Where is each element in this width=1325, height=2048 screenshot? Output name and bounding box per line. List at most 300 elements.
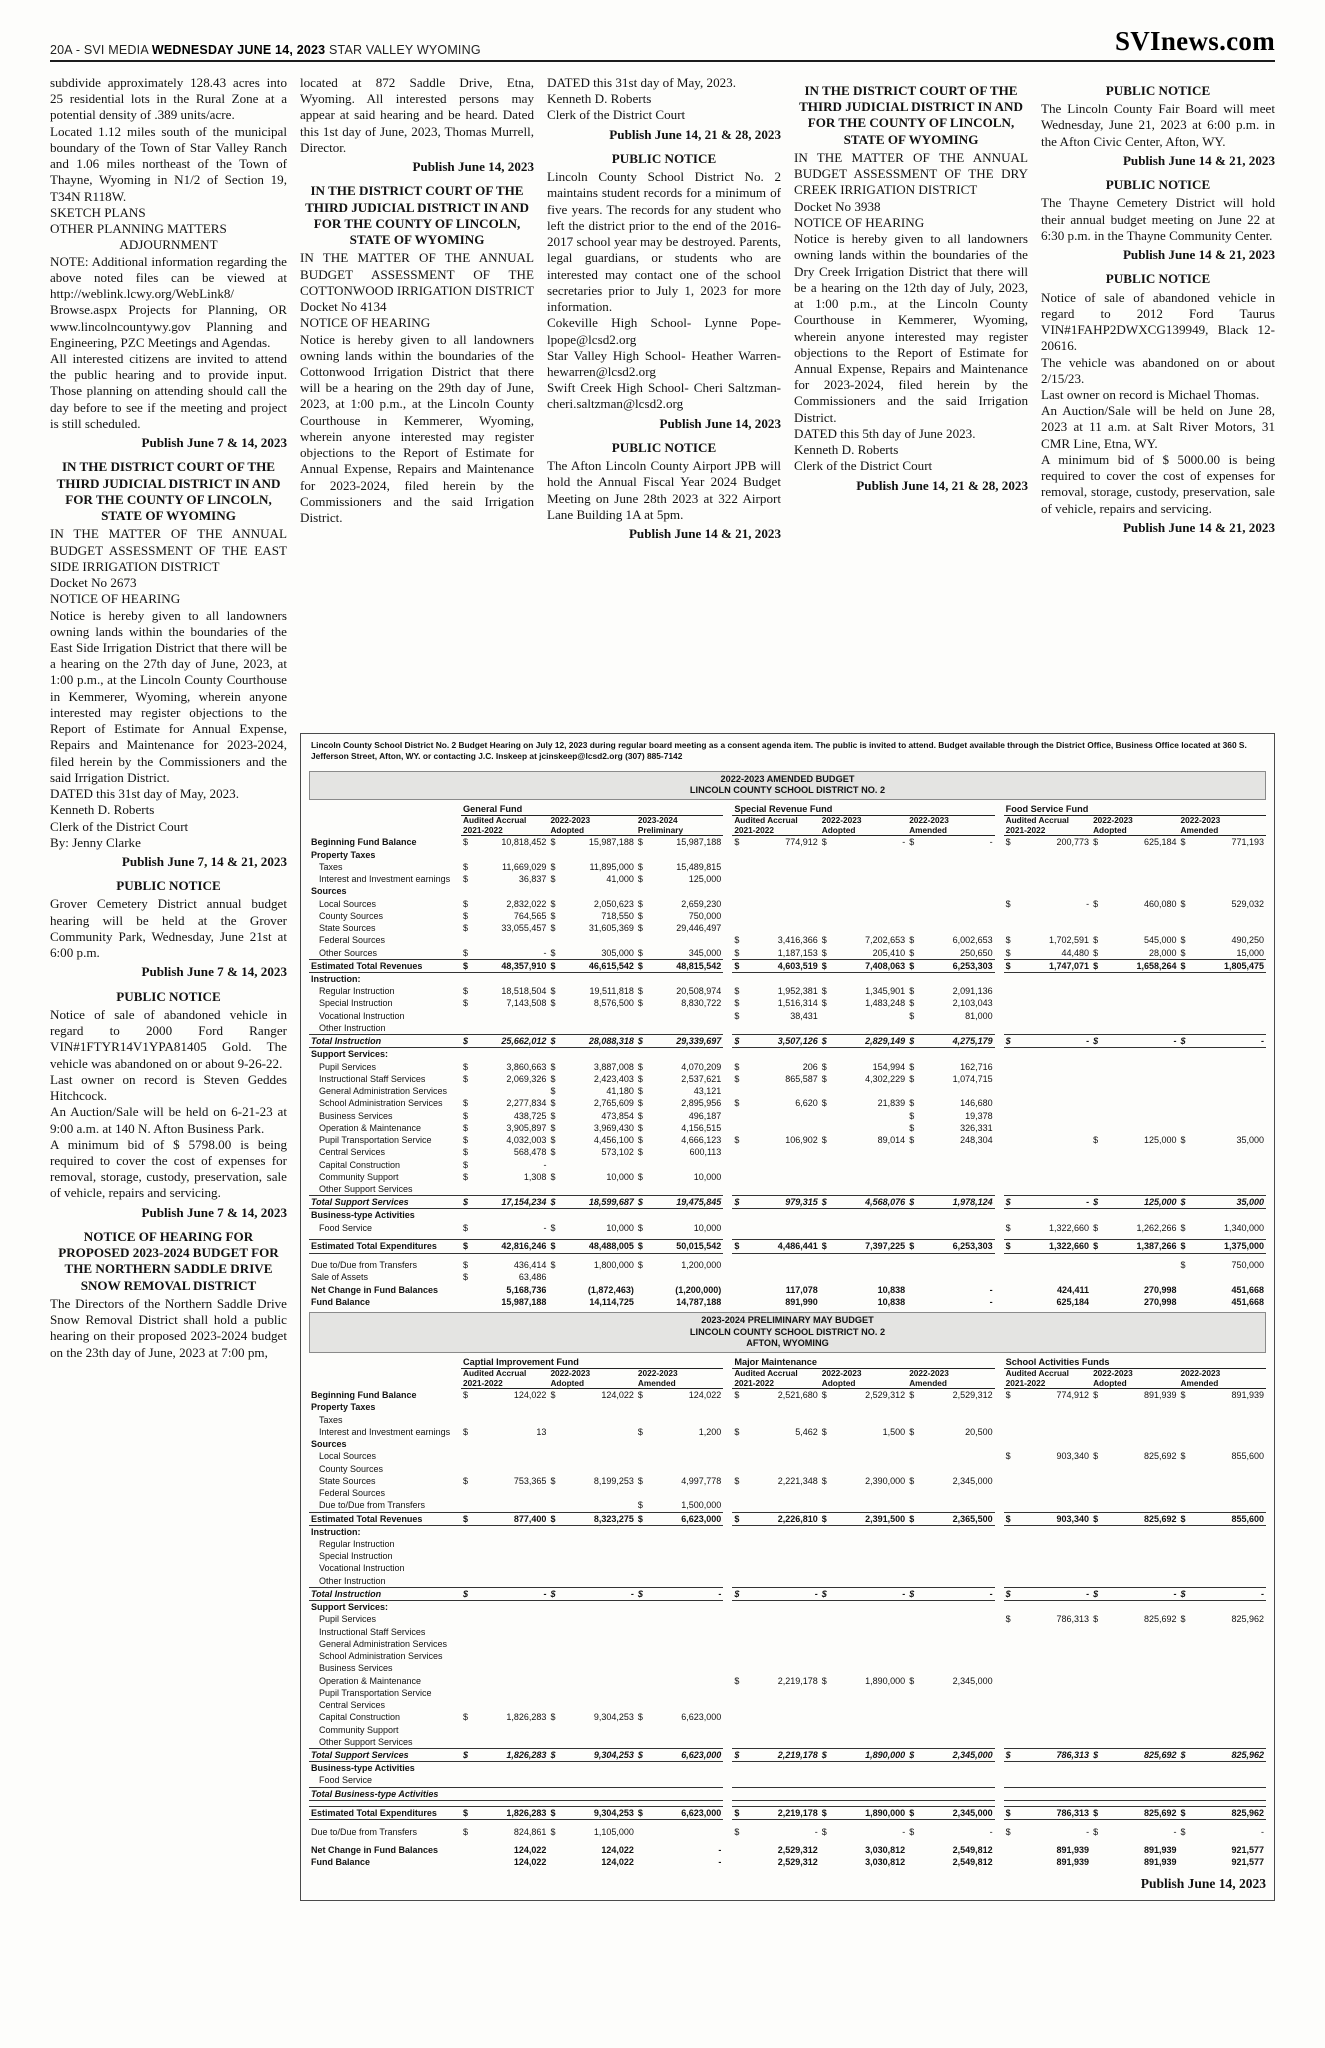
value-cell xyxy=(636,1650,723,1662)
notice-text: located at 872 Saddle Drive, Etna, Wyoming. All interested persons may appear at said hearing and be heard. Dated this 1st day of June, 2023, Thomas Murrell, Director. xyxy=(300,75,534,155)
notice-text: Notice is hereby given to all landowners owning lands within the boundaries of the East Side Irrigation District that there will be a hearing on the 27th day of June, 2023, at 1:00 p.m., at the Lincoln County Courthouse in Kemmerer, Wyoming, wherein anyone interested may register objections to the Report of Estimate for Annual Expense, Repairs and Maintenance for 2023-2024, filed herein by the Commissioners and the said Irrigation District. xyxy=(50,607,287,785)
budget-row xyxy=(309,1035,1266,1048)
notice-heading: PUBLIC NOTICE xyxy=(1105,83,1211,98)
value-cell: $ - xyxy=(463,1588,547,1599)
budget-row xyxy=(309,1724,1266,1736)
row-label: School Administration Services xyxy=(319,1098,443,1109)
value-cell xyxy=(548,1159,635,1171)
value-cell xyxy=(820,1048,907,1061)
budget-row xyxy=(309,1844,1266,1856)
row-label: Taxes xyxy=(319,1414,343,1425)
value-cell xyxy=(1004,1209,1091,1222)
value-cell: $ 718,550 xyxy=(550,910,634,921)
value-cell: $ 206 xyxy=(734,1061,818,1072)
value-cell xyxy=(1091,1022,1178,1035)
value-cell xyxy=(461,973,548,986)
notice-text: IN THE MATTER OF THE ANNUAL BUDGET ASSESSMENT OF THE COTTONWOOD IRRIGATION DISTRICT xyxy=(300,250,534,298)
value-cell: $ - xyxy=(1005,1197,1090,1208)
value-cell: $ 63,486 xyxy=(463,1272,547,1283)
budget-row xyxy=(309,1159,1266,1171)
value-cell: $ 436,414 xyxy=(463,1260,547,1271)
budget-row xyxy=(309,1626,1266,1638)
value-cell xyxy=(461,1438,548,1450)
value-cell: - xyxy=(989,1296,993,1307)
column-header: 2022-2023 Amended xyxy=(907,816,994,836)
fund-header: General Fund xyxy=(461,803,723,816)
value-cell xyxy=(1179,1122,1267,1134)
value-cell xyxy=(1091,1736,1178,1749)
value-cell xyxy=(461,1662,548,1674)
value-cell: $ 2,765,609 xyxy=(550,1098,634,1109)
budget-table xyxy=(309,1356,1266,1869)
value-cell: $ 15,987,188 xyxy=(637,837,722,848)
value-cell xyxy=(1179,873,1267,885)
row-label: County Sources xyxy=(319,910,384,921)
column-header: 2022-2023 Adopted xyxy=(820,1369,907,1389)
row-label: Instruction: xyxy=(311,1526,361,1537)
value-cell xyxy=(1004,1048,1091,1061)
value-cell xyxy=(636,1271,723,1283)
value-cell xyxy=(636,1736,723,1749)
budget-row xyxy=(309,1134,1266,1146)
value-cell xyxy=(907,1601,994,1614)
value-cell xyxy=(907,849,994,861)
value-cell xyxy=(1179,1010,1267,1022)
value-cell: $ 5,462 xyxy=(734,1426,818,1437)
value-cell: 5,168,736 xyxy=(506,1284,547,1295)
right-region xyxy=(300,75,1275,1901)
value-cell xyxy=(1091,1626,1178,1638)
value-cell xyxy=(1004,1601,1091,1614)
value-cell: $ - xyxy=(637,1588,722,1599)
value-cell: $ 4,032,003 xyxy=(463,1135,547,1146)
column-header: 2022-2023 Amended xyxy=(1179,1369,1267,1389)
value-cell: $ 6,623,000 xyxy=(637,1807,722,1818)
value-cell: $ - xyxy=(463,1222,547,1233)
value-cell xyxy=(1004,1438,1091,1450)
masthead xyxy=(50,26,1275,62)
value-cell: 2,549,812 xyxy=(952,1844,993,1855)
value-cell xyxy=(732,1171,819,1183)
value-cell xyxy=(636,1575,723,1588)
value-cell xyxy=(732,1463,819,1475)
value-cell xyxy=(907,1209,994,1222)
value-cell xyxy=(636,1525,723,1538)
notice-text: IN THE MATTER OF THE ANNUAL BUDGET ASSESSMENT OF THE DRY CREEK IRRIGATION DISTRICT xyxy=(794,149,1028,198)
value-cell: $ 305,000 xyxy=(550,947,634,958)
notice-text: subdivide approximately 128.43 acres into 25 residential lots in the Rural Zone at a potential density of .389 units/acre. xyxy=(50,75,287,123)
notice-text: DATED this 31st day of May, 2023. xyxy=(50,786,239,802)
value-cell xyxy=(1091,1110,1178,1122)
value-cell xyxy=(1091,910,1178,922)
value-cell: $ - xyxy=(821,1588,906,1599)
value-cell xyxy=(1179,1538,1267,1550)
value-cell: $ 750,000 xyxy=(637,910,722,921)
value-cell xyxy=(1179,1499,1267,1512)
value-cell: $ 891,939 xyxy=(1180,1390,1264,1401)
value-cell xyxy=(732,1022,819,1035)
value-cell xyxy=(636,973,723,986)
row-label: Due to/Due from Transfers xyxy=(319,1500,426,1511)
value-cell: 451,668 xyxy=(1231,1284,1264,1295)
value-cell: $ 124,022 xyxy=(550,1390,634,1401)
value-cell xyxy=(1091,1711,1178,1723)
value-cell xyxy=(820,1626,907,1638)
value-cell: $ 1,826,283 xyxy=(463,1712,547,1723)
value-cell xyxy=(1179,1085,1267,1097)
value-cell xyxy=(1179,1787,1267,1800)
budget-row xyxy=(309,1010,1266,1022)
row-label: Estimated Total Revenues xyxy=(309,1512,461,1525)
budget-row xyxy=(309,1675,1266,1687)
value-cell: $ 2,390,000 xyxy=(821,1475,906,1486)
value-cell: $ 50,015,542 xyxy=(637,1241,722,1252)
value-cell: $ 9,304,253 xyxy=(550,1712,634,1723)
value-cell: $ 19,378 xyxy=(909,1110,993,1121)
notice-text: SKETCH PLANS xyxy=(50,204,146,220)
value-cell xyxy=(1004,1146,1091,1158)
value-cell xyxy=(1179,1271,1267,1283)
value-cell xyxy=(1004,1699,1091,1711)
value-cell xyxy=(1091,873,1178,885)
value-cell xyxy=(548,1662,635,1674)
budget-row xyxy=(309,1562,1266,1574)
value-cell xyxy=(1091,1122,1178,1134)
value-cell xyxy=(820,1110,907,1122)
notice-text: Lincoln County School District No. 2 maintains student records for a minimum of five years. The records for any student who left the district prior to the end of the 2016-2017 school year may be destroyed. Parents, legal guardians, or students who are interested may contact one of the school secretaries prior to July 1, 2023 for more information. xyxy=(547,169,781,315)
value-cell: $ 2,103,043 xyxy=(909,998,993,1009)
value-cell xyxy=(636,1787,723,1800)
notice-text: The Lincoln County Fair Board will meet Wednesday, June 21, 2023 at 6:00 p.m. in the Afton Civic Center, Afton, WY. xyxy=(1041,101,1275,149)
value-cell xyxy=(907,1183,994,1196)
column-header: Audited Accrual 2021-2022 xyxy=(461,1369,548,1389)
value-cell: $ 125,000 xyxy=(1093,1197,1177,1208)
notice-text: Kenneth D. Roberts xyxy=(50,802,155,818)
value-cell: $ 48,488,005 xyxy=(550,1241,634,1252)
value-cell xyxy=(732,1414,819,1426)
value-cell: $ 2,345,000 xyxy=(909,1749,993,1760)
notices-column-5 xyxy=(1041,75,1275,544)
row-label: Beginning Fund Balance xyxy=(311,1390,417,1401)
budget-row xyxy=(309,1296,1266,1308)
value-cell xyxy=(732,1699,819,1711)
value-cell xyxy=(1004,1762,1091,1775)
value-cell xyxy=(1091,1650,1178,1662)
value-cell xyxy=(1004,1650,1091,1662)
band-title-line: 2023-2024 PRELIMINARY MAY BUDGET xyxy=(701,1315,874,1326)
value-cell: $ 786,313 xyxy=(1005,1807,1090,1818)
value-cell: $ 2,529,312 xyxy=(909,1390,993,1401)
value-cell xyxy=(1091,1724,1178,1736)
value-cell xyxy=(1091,885,1178,897)
value-cell xyxy=(548,1487,635,1499)
value-cell: $ 326,331 xyxy=(909,1122,993,1133)
value-cell: $ 2,365,500 xyxy=(909,1513,993,1524)
value-cell xyxy=(732,1122,819,1134)
budget-row xyxy=(309,934,1266,946)
value-cell xyxy=(461,885,548,897)
value-cell xyxy=(820,922,907,934)
value-cell: 3,030,812 xyxy=(865,1844,906,1855)
value-cell xyxy=(1004,1183,1091,1196)
value-cell: $ 6,623,000 xyxy=(637,1749,722,1760)
row-label: Vocational Instruction xyxy=(319,1010,405,1021)
value-cell xyxy=(1004,1401,1091,1413)
value-cell xyxy=(732,1711,819,1723)
value-cell xyxy=(907,1774,994,1787)
budget-row xyxy=(309,973,1266,986)
value-cell: $ - xyxy=(1005,1826,1090,1837)
publish-line: Publish June 14, 2023 xyxy=(659,415,781,431)
value-cell: $ 17,154,234 xyxy=(463,1197,547,1208)
value-cell: $ 2,345,000 xyxy=(909,1675,993,1686)
value-cell xyxy=(732,849,819,861)
value-cell: $ 248,304 xyxy=(909,1135,993,1146)
value-cell xyxy=(1091,1048,1178,1061)
value-cell: $ 2,391,500 xyxy=(821,1513,906,1524)
value-cell xyxy=(1091,1183,1178,1196)
value-cell xyxy=(1004,1711,1091,1723)
row-label: Local Sources xyxy=(319,1451,377,1462)
value-cell: $ 1,826,283 xyxy=(463,1749,547,1760)
value-cell xyxy=(820,1271,907,1283)
value-cell xyxy=(548,973,635,986)
notice-heading: IN THE DISTRICT COURT OF THE THIRD JUDICIAL DISTRICT IN AND FOR THE COUNTY OF LINCOLN, STATE OF WYOMING xyxy=(799,83,1023,147)
value-cell: $ 1,200 xyxy=(637,1426,722,1437)
notice-heading: PUBLIC NOTICE xyxy=(611,439,717,455)
value-cell xyxy=(732,1687,819,1699)
value-cell xyxy=(1179,1736,1267,1749)
value-cell: $ 6,620 xyxy=(734,1098,818,1109)
value-cell: $ 106,902 xyxy=(734,1135,818,1146)
value-cell xyxy=(1004,1022,1091,1035)
notice-text: NOTE: Additional information regarding the above noted files can be viewed at http://weblink.lcwy.org/WebLink8/ Browse.aspx Projects for Planning, OR www.lincolncountywy.gov Planning and Engineering, PZC Meetings and Agendas. xyxy=(50,253,287,350)
value-cell xyxy=(820,898,907,910)
value-cell: $ 979,315 xyxy=(734,1197,818,1208)
value-cell xyxy=(636,1538,723,1550)
notice-text: Clerk of the District Court xyxy=(547,107,686,123)
value-cell: $ 124,022 xyxy=(463,1390,547,1401)
value-cell: $ 2,219,178 xyxy=(734,1807,818,1818)
value-cell xyxy=(1004,1499,1091,1512)
value-cell xyxy=(820,1538,907,1550)
value-cell xyxy=(907,1711,994,1723)
value-cell xyxy=(1091,997,1178,1009)
value-cell xyxy=(732,1222,819,1234)
budget-row xyxy=(309,1762,1266,1775)
value-cell xyxy=(1179,1662,1267,1674)
row-label: Operation & Maintenance xyxy=(319,1122,422,1133)
row-label: Fund Balance xyxy=(311,1296,371,1307)
value-cell xyxy=(820,1438,907,1450)
value-cell xyxy=(636,1159,723,1171)
value-cell xyxy=(461,1085,548,1097)
publish-line: Publish June 14 & 21, 2023 xyxy=(1122,519,1275,535)
value-cell xyxy=(732,1550,819,1562)
value-cell: $ 3,860,663 xyxy=(463,1061,547,1072)
value-cell xyxy=(1179,1575,1267,1588)
value-cell xyxy=(1004,1675,1091,1687)
value-cell xyxy=(461,1401,548,1413)
value-cell: $ 2,345,000 xyxy=(909,1475,993,1486)
notice-text: DATED this 31st day of May, 2023. xyxy=(547,75,736,90)
value-cell xyxy=(907,1022,994,1035)
value-cell xyxy=(461,1414,548,1426)
value-cell: $ 903,340 xyxy=(1005,1513,1090,1524)
notice-text: Swift Creek High School- Cheri Saltzman- cheri.saltzman@lcsd2.org xyxy=(547,380,781,412)
row-label: Fund Balance xyxy=(311,1857,371,1868)
value-cell: 124,022 xyxy=(513,1857,547,1868)
value-cell xyxy=(548,1438,635,1450)
budget-row xyxy=(309,1463,1266,1475)
value-cell xyxy=(907,1525,994,1538)
budget-row xyxy=(309,1575,1266,1588)
value-cell xyxy=(820,973,907,986)
value-cell xyxy=(820,910,907,922)
value-cell xyxy=(1179,1022,1267,1035)
value-cell: $ 825,692 xyxy=(1093,1513,1177,1524)
value-cell xyxy=(1004,1626,1091,1638)
row-label: Other Support Services xyxy=(319,1736,413,1747)
row-label: Support Services: xyxy=(311,1602,389,1613)
value-cell: 3,030,812 xyxy=(865,1857,906,1868)
value-cell xyxy=(907,1259,994,1271)
value-cell: $ 4,997,778 xyxy=(637,1475,722,1486)
value-cell: $ 28,000 xyxy=(1093,947,1177,958)
value-cell: $ 1,747,071 xyxy=(1005,960,1090,971)
row-label: Net Change in Fund Balances xyxy=(311,1284,439,1295)
value-cell xyxy=(1004,1414,1091,1426)
row-label: Instructional Staff Services xyxy=(319,1073,426,1084)
value-cell xyxy=(636,885,723,897)
band-title-line: 2022-2023 AMENDED BUDGET xyxy=(720,773,855,784)
value-cell xyxy=(907,1159,994,1171)
value-cell: $ 15,489,815 xyxy=(637,861,722,872)
value-cell xyxy=(1179,1601,1267,1614)
value-cell xyxy=(548,1450,635,1462)
value-cell xyxy=(1004,1550,1091,1562)
budget-row xyxy=(309,1662,1266,1674)
value-cell: $ 2,226,810 xyxy=(734,1513,818,1524)
value-cell xyxy=(1091,1401,1178,1413)
value-cell: $ 1,952,381 xyxy=(734,986,818,997)
value-cell: $ 786,313 xyxy=(1005,1614,1090,1625)
value-cell: $ 6,253,303 xyxy=(909,960,993,971)
budget-row xyxy=(309,1538,1266,1550)
value-cell xyxy=(636,1601,723,1614)
row-label: Instruction: xyxy=(311,974,361,984)
column-header-row xyxy=(309,1369,1266,1389)
value-cell xyxy=(907,1085,994,1097)
value-cell xyxy=(636,934,723,946)
value-cell: $ - xyxy=(463,947,547,958)
notice-text: NOTICE OF HEARING xyxy=(300,315,431,331)
value-cell: $ 1,105,000 xyxy=(550,1826,634,1837)
value-cell xyxy=(907,1638,994,1650)
value-cell xyxy=(461,1048,548,1061)
budget-row xyxy=(309,1122,1266,1134)
row-label: Pupil Services xyxy=(319,1614,377,1625)
budget-row xyxy=(309,836,1266,849)
value-cell xyxy=(1179,1183,1267,1196)
value-cell xyxy=(907,1171,994,1183)
publish-line: Publish June 14, 21 & 28, 2023 xyxy=(856,477,1028,493)
value-cell xyxy=(732,1183,819,1196)
budget-row xyxy=(309,1222,1266,1234)
value-cell xyxy=(548,1499,635,1512)
value-cell xyxy=(1179,1650,1267,1662)
value-cell: (1,872,463) xyxy=(587,1284,634,1295)
row-label: Property Taxes xyxy=(311,849,376,860)
value-cell xyxy=(907,1487,994,1499)
row-label: Central Services xyxy=(319,1700,386,1711)
row-label: Property Taxes xyxy=(311,1402,376,1413)
value-cell xyxy=(907,1650,994,1662)
value-cell: $ 8,199,253 xyxy=(550,1475,634,1486)
notice-text: Located 1.12 miles south of the municipal boundary of the Town of Star Valley Ranch and 1.06 miles northeast of the Town of Thayne, Wyoming in N1/2 of Section 19, T34N R118W. xyxy=(50,123,287,204)
value-cell xyxy=(1091,1687,1178,1699)
budget-row xyxy=(309,1240,1266,1253)
value-cell xyxy=(732,1048,819,1061)
value-cell xyxy=(907,1687,994,1699)
value-cell: $ 825,962 xyxy=(1180,1614,1264,1625)
value-cell xyxy=(1004,1159,1091,1171)
notice-text: Docket No 3938 xyxy=(794,198,881,214)
value-cell xyxy=(820,1414,907,1426)
value-cell: $ 11,669,029 xyxy=(463,861,547,872)
value-cell xyxy=(820,1662,907,1674)
value-cell: $ 20,500 xyxy=(909,1426,993,1437)
value-cell xyxy=(636,1638,723,1650)
value-cell xyxy=(820,1183,907,1196)
value-cell xyxy=(548,1401,635,1413)
value-cell xyxy=(820,1146,907,1158)
value-cell xyxy=(636,1675,723,1687)
value-cell: $ 2,659,230 xyxy=(637,898,722,909)
value-cell xyxy=(1179,1426,1267,1438)
value-cell xyxy=(1179,1401,1267,1413)
row-label: Local Sources xyxy=(319,898,377,909)
value-cell: 124,022 xyxy=(601,1857,634,1868)
budget-row xyxy=(309,997,1266,1009)
value-cell xyxy=(820,1010,907,1022)
value-cell: 10,838 xyxy=(877,1284,906,1295)
value-cell xyxy=(1179,1438,1267,1450)
notice-text: NOTICE OF HEARING xyxy=(794,214,925,230)
value-cell xyxy=(732,1085,819,1097)
value-cell: - xyxy=(989,1284,993,1295)
value-cell: $ 1,826,283 xyxy=(463,1807,547,1818)
budget-row xyxy=(309,1525,1266,1538)
value-cell: $ 824,861 xyxy=(463,1826,547,1837)
masthead-date: WEDNESDAY JUNE 14, 2023 xyxy=(151,43,326,57)
notice-text: Last owner on record is Michael Thomas. xyxy=(1041,386,1260,402)
notice-text: A minimum bid of $ 5798.00 is being required to cover the cost of expenses for removal, storage, custody, preservation, sale of vehicle, repairs and servicing. xyxy=(50,1136,287,1201)
value-cell xyxy=(1179,861,1267,873)
value-cell xyxy=(1004,1097,1091,1109)
row-label: Food Service xyxy=(319,1222,373,1233)
notice-text: Grover Cemetery District annual budget hearing will be held at the Grover Community Park, Wednesday, June 21st at 6:00 p.m. xyxy=(50,896,287,961)
value-cell: $ 2,345,000 xyxy=(909,1807,993,1818)
value-cell xyxy=(732,1401,819,1413)
value-cell xyxy=(636,1562,723,1574)
row-label: Vocational Instruction xyxy=(319,1563,405,1574)
value-cell: $ 825,692 xyxy=(1093,1749,1177,1760)
budget-row xyxy=(309,959,1266,972)
value-cell: $ 162,716 xyxy=(909,1061,993,1072)
value-cell xyxy=(1179,997,1267,1009)
value-cell xyxy=(1004,1061,1091,1073)
